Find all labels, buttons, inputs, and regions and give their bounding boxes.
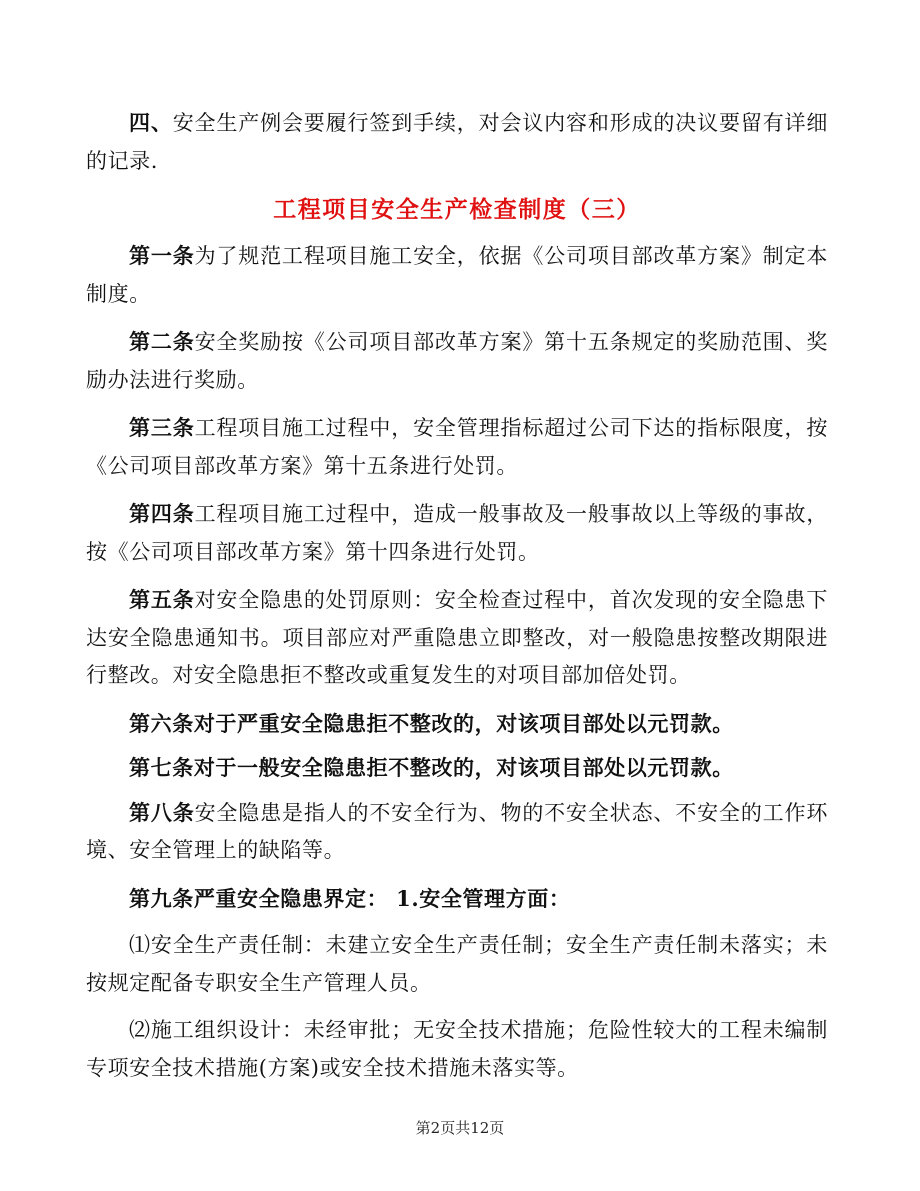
article-label: 第一条 <box>129 243 195 268</box>
article-text: 对于严重安全隐患拒不整改的，对该项目部处以元罚款。 <box>193 710 734 736</box>
article-label: 第六条 <box>129 710 194 736</box>
article-text: 工程项目施工过程中，造成一般事故及一般事故以上等级的事故，按《公司项目部改革方案》第十四条进行处罚。 <box>86 502 828 564</box>
article-text: 对于一般安全隐患拒不整改的，对该项目部处以元罚款。 <box>193 755 734 780</box>
article-1 <box>86 237 828 313</box>
sub-item-text: ⑵施工组织设计：未经审批；无安全技术措施；危险性较大的工程未编制专项安全技术措施(方案)或安全技术措施未落实等。 <box>86 1018 828 1080</box>
article-label: 第三条 <box>129 415 195 440</box>
article-label: 第七条 <box>129 755 194 780</box>
article-6 <box>86 705 828 743</box>
article-label: 第五条 <box>129 587 195 612</box>
article-text: 为了规范工程项目施工安全，依据《公司项目部改革方案》制定本制度。 <box>86 244 828 306</box>
article-7 <box>86 749 828 787</box>
article-2 <box>86 323 828 399</box>
article-text: 对安全隐患的处罚原则：安全检查过程中，首次发现的安全隐患下达安全隐患通知书。项目部应对严重隐患立即整改，对一般隐患按整改期限进行整改。对安全隐患拒不整改或重复发生的对项目部加倍处罚。 <box>86 588 828 687</box>
article-label: 第八条 <box>129 799 195 825</box>
article-text: 安全隐患是指人的不安全行为、物的不安全状态、不安全的工作环境、安全管理上的缺陷等。 <box>86 800 828 862</box>
article-text: 工程项目施工过程中，安全管理指标超过公司下达的指标限度，按《公司项目部改革方案》第十五条进行处罚。 <box>86 416 828 478</box>
article-label: 第二条 <box>129 329 195 354</box>
article-5 <box>86 581 828 695</box>
article-8 <box>86 794 828 870</box>
paragraph-lead: 四、 <box>129 110 173 135</box>
article-3 <box>86 409 828 485</box>
article-4 <box>86 495 828 571</box>
article-9 <box>86 880 828 918</box>
document-title: 工程项目安全生产检查制度（三） <box>273 196 641 223</box>
article-text: 安全奖励按《公司项目部改革方案》第十五条规定的奖励范围、奖励办法进行奖励。 <box>86 330 828 392</box>
sub-item-1 <box>86 927 828 1002</box>
sub-item-2 <box>86 1012 828 1087</box>
article-label: 第九条 <box>129 885 194 911</box>
paragraph-text: 安全生产例会要履行签到手续，对会议内容和形成的决议要留有详细的记录. <box>86 111 828 173</box>
article-text: 严重安全隐患界定： 1.安全管理方面： <box>193 885 571 911</box>
paragraph-item-4 <box>86 104 828 180</box>
page-number-footer: 第2页共12页 <box>415 1119 505 1137</box>
article-label: 第四条 <box>129 501 195 526</box>
document-body <box>86 104 828 1097</box>
sub-item-text: ⑴安全生产责任制：未建立安全生产责任制；安全生产责任制未落实；未按规定配备专职安全生产管理人员。 <box>86 933 828 995</box>
